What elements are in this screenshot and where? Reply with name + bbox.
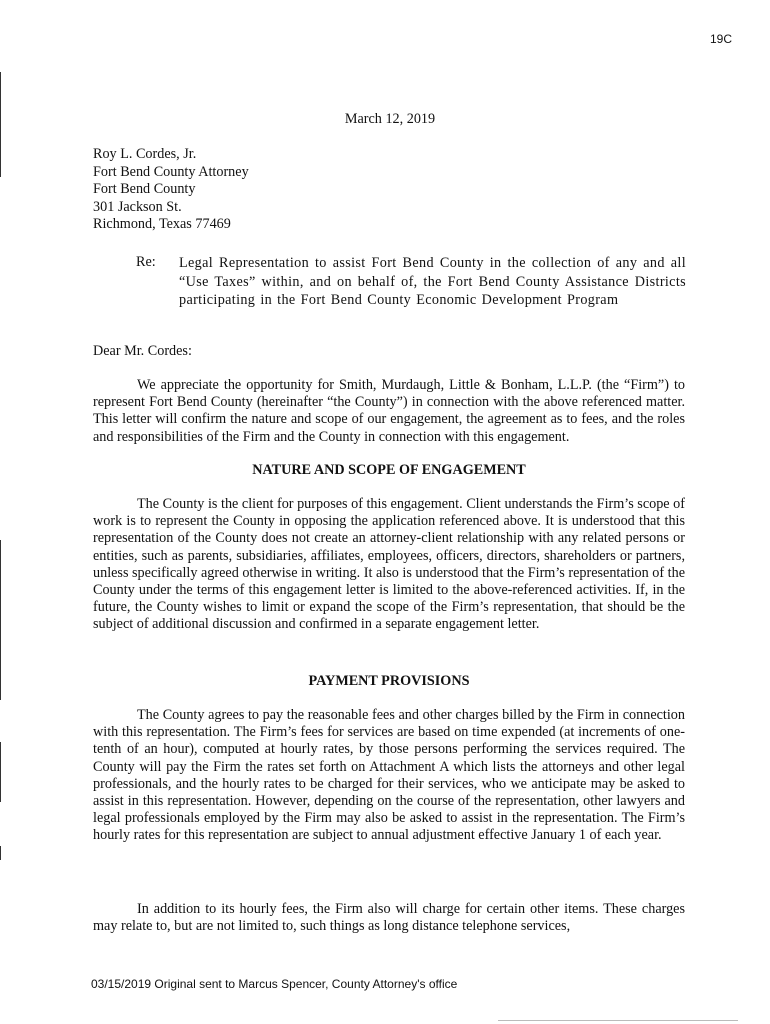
- scan-margin-line: [0, 846, 1, 860]
- payment-paragraph: The County agrees to pay the reasonable fees and other charges billed by the Firm in connection with this representation. The Firm’s fees for services are based on time expended (at increments of one-tenth of an hour), computed at hourly rates, by those persons performing the services required. The County will pay the Firm the rates set forth on Attachment A which lists the attorneys and other legal professionals, and the hourly rates to be charged for their services, who we anticipate may be asked to assist in this representation. However, depending on the course of the representation, other lawyers and legal professionals employed by the Firm may also be asked to assist in the representation. The Firm’s hourly rates for this representation are subject to annual adjustment effective January 1 of each year.: [93, 707, 685, 844]
- letter-date: March 12, 2019: [344, 111, 436, 127]
- re-subject: Legal Representation to assist Fort Bend County in the collection of any and all “Use Taxes” within, and on behalf of, the Fort Bend County Assistance Districts participating in the Fort Bend County Economic Development Program: [179, 255, 686, 308]
- recipient-title: Fort Bend County Attorney: [93, 163, 249, 180]
- footer-note: 03/15/2019 Original sent to Marcus Spencer, County Attorney's office: [91, 977, 458, 991]
- salutation: Dear Mr. Cordes:: [93, 343, 192, 359]
- intro-paragraph: We appreciate the opportunity for Smith, Murdaugh, Little & Bonham, L.L.P. (the “Firm”) to represent Fort Bend County (hereinafter “the County”) in connection with the above referenced matter. This letter will confirm the nature and scope of our engagement, the agreement as to fees, and the roles and responsibilities of the Firm and the County in connection with this engagement.: [93, 377, 685, 445]
- re-label: Re:: [136, 254, 156, 270]
- scan-margin-line: [0, 72, 1, 177]
- recipient-org: Fort Bend County: [93, 181, 196, 197]
- scan-margin-line: [0, 540, 1, 700]
- scan-artifact-line: [498, 1020, 738, 1021]
- recipient-name: Roy L. Cordes, Jr.: [93, 146, 197, 162]
- scope-heading: NATURE AND SCOPE OF ENGAGEMENT: [252, 462, 526, 478]
- recipient-street: 301 Jackson St.: [93, 198, 182, 215]
- scan-margin-line: [0, 742, 1, 802]
- payment-heading: PAYMENT PROVISIONS: [308, 673, 470, 689]
- scope-paragraph: The County is the client for purposes of this engagement. Client understands the Firm’s scope of work is to represent the County in opposing the application referenced above. It is understood that this representation of the County does not create an attorney-client relationship with any related persons or entities, such as parents, subsidiaries, affiliates, employees, officers, directors, shareholders or partners, unless specifically agreed otherwise in writing. It also is understood that the Firm’s representation of the County under the terms of this engagement letter is limited to the above-referenced activities. If, in the future, the County wishes to limit or expand the scope of the Firm’s representation, that should be the subject of additional discussion and confirmed in a separate engagement letter.: [93, 496, 685, 633]
- recipient-address-block: [93, 146, 249, 234]
- page-code: 19C: [709, 32, 732, 46]
- additional-charges-paragraph: In addition to its hourly fees, the Firm also will charge for certain other items. These charges may relate to, but are not limited to, such things as long distance telephone services,: [93, 901, 685, 935]
- recipient-city: Richmond, Texas 77469: [93, 216, 231, 232]
